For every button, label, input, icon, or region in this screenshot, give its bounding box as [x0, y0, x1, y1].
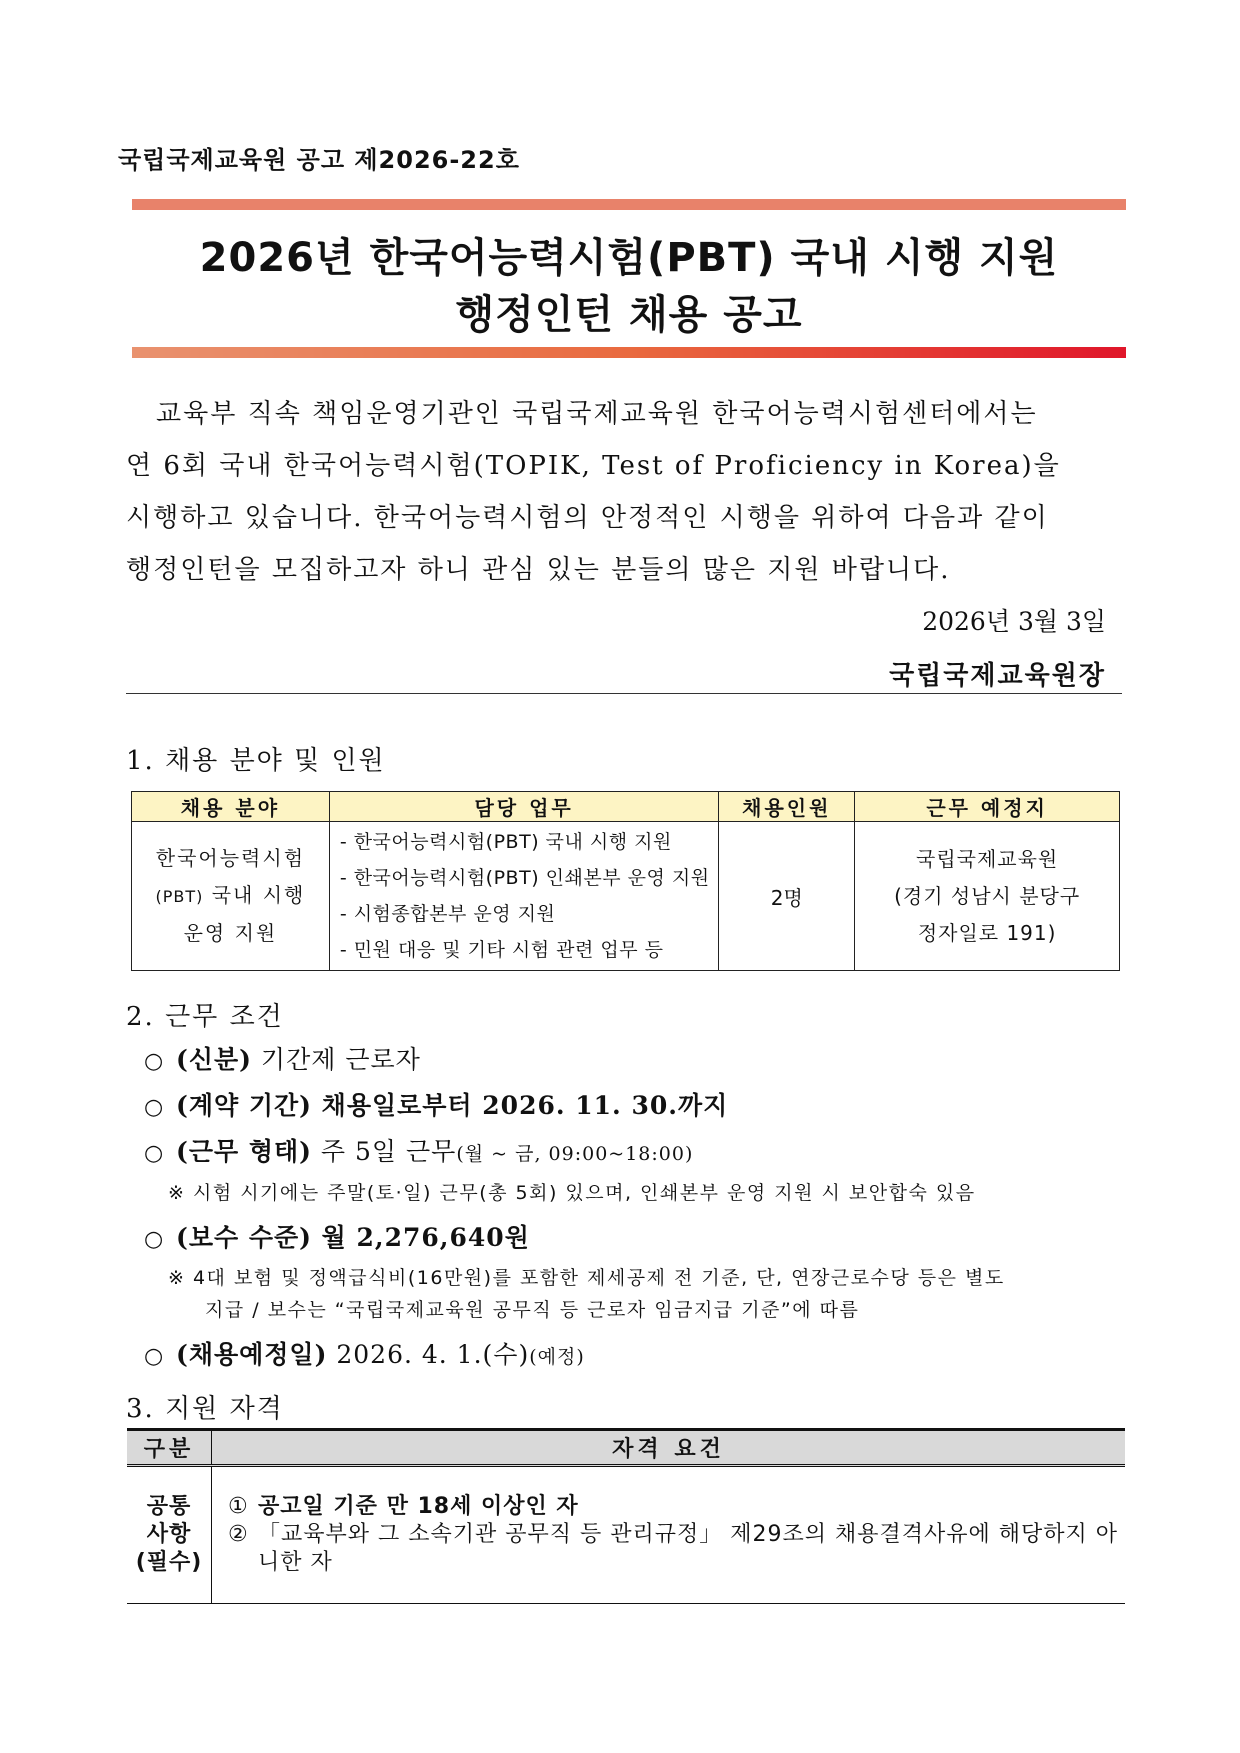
- col-header-location: 근무 예정지: [855, 792, 1120, 822]
- field-cell: [132, 822, 330, 971]
- category-line2: 사항: [146, 1522, 192, 1547]
- list-item: ① 공고일 기준 만 18세 이상인 자: [228, 1494, 579, 1519]
- location-cell: [855, 822, 1120, 971]
- col-header-requirements: 자격 요건: [212, 1430, 1126, 1466]
- condition-work-type: ○ (근무 형태) 주 5일 근무(월 ~ 금, 09:00~18:00): [144, 1137, 694, 1166]
- bullet-icon: ○: [144, 1049, 165, 1074]
- section-heading-conditions: 2. 근무 조건: [126, 1002, 284, 1032]
- col-header-count: 채용인원: [719, 792, 855, 822]
- bullet-icon: ○: [144, 1095, 165, 1120]
- notice-number: 국립국제교육원 공고 제2026-22호: [118, 146, 520, 174]
- section-heading-qualifications: 3. 지원 자격: [126, 1394, 284, 1424]
- title-bottom-bar: [132, 347, 1126, 358]
- pay-note-line2: 지급 / 보수는 “국립국제교육원 공무직 등 근로자 임금지급 기준”에 따름: [205, 1299, 860, 1321]
- condition-pay: ○ (보수 수준) 월 2,276,640원: [144, 1223, 530, 1252]
- category-line1: 공통: [146, 1494, 192, 1519]
- field-line3: 운영 지원: [183, 921, 278, 945]
- pay-note-line1: ※ 4대 보험 및 정액급식비(16만원)를 포함한 제세공제 전 기준, 단, 연장근로수당 등은 별도: [168, 1267, 1005, 1289]
- bullet-icon: ○: [144, 1141, 165, 1166]
- category-line3: (필수): [135, 1550, 203, 1575]
- table-row: [132, 822, 1120, 971]
- col-header-category: 구분: [127, 1430, 212, 1466]
- location-line3: 정자일로 191): [917, 920, 1057, 945]
- intro-line3: 시행하고 있습니다. 한국어능력시험의 안정적인 시행을 위하여 다음과 같이: [126, 503, 1049, 533]
- document-title-line1: 2026년 한국어능력시험(PBT) 국내 시행 지원: [199, 235, 1059, 281]
- list-item: - 한국어능력시험(PBT) 인쇄본부 운영 지원: [339, 867, 710, 889]
- condition-status: ○ (신분) 기간제 근로자: [144, 1045, 421, 1074]
- work-type-note: ※ 시험 시기에는 주말(토·일) 근무(총 5회) 있으며, 인쇄본부 운영 지원 시 보안합숙 있음: [168, 1182, 976, 1204]
- list-item: - 시험종합본부 운영 지원: [339, 903, 556, 925]
- document-title-line2: 행정인턴 채용 공고: [455, 292, 803, 338]
- location-line2: (경기 성남시 분당구: [894, 883, 1081, 908]
- condition-period: ○ (계약 기간) 채용일로부터 2026. 11. 30.까지: [144, 1091, 729, 1120]
- section-heading-recruitment: 1. 채용 분야 및 인원: [126, 746, 386, 776]
- intro-line2: 연 6회 국내 한국어능력시험(TOPIK, Test of Proficiency in Korea)을: [126, 451, 1061, 481]
- location-line1: 국립국제교육원: [916, 846, 1059, 871]
- list-item: ② 「교육부와 그 소속기관 공무직 등 관리규정」 제29조의 채용결격사유에 해당하지 아 니한 자: [228, 1522, 1118, 1575]
- bullet-icon: ○: [144, 1344, 165, 1369]
- condition-start-date: ○ (채용예정일) 2026. 4. 1.(수)(예정): [144, 1340, 585, 1369]
- notice-date: 2026년 3월 3일: [922, 607, 1106, 636]
- intro-line1: 교육부 직속 책임운영기관인 국립국제교육원 한국어능력시험센터에서는: [156, 399, 1038, 429]
- signer: 국립국제교육원장: [889, 661, 1106, 691]
- col-header-field: 채용 분야: [132, 792, 330, 822]
- qualification-table: [127, 1428, 1125, 1604]
- recruitment-table: [131, 791, 1120, 971]
- col-header-duties: 담당 업무: [329, 792, 719, 822]
- table-header-row: [127, 1430, 1125, 1466]
- bullet-icon: ○: [144, 1227, 165, 1252]
- requirements-cell: [212, 1466, 1126, 1604]
- title-top-bar: [132, 199, 1126, 210]
- divider: [126, 693, 1122, 694]
- list-item: - 민원 대응 및 기타 시험 관련 업무 등: [339, 939, 664, 961]
- list-item: - 한국어능력시험(PBT) 국내 시행 지원: [339, 831, 672, 853]
- count-cell: 2명: [719, 822, 855, 971]
- field-line2: (PBT) 국내 시행: [155, 883, 306, 907]
- category-cell: [127, 1466, 212, 1604]
- table-header-row: [132, 792, 1120, 822]
- intro-line4: 행정인턴을 모집하고자 하니 관심 있는 분들의 많은 지원 바랍니다.: [126, 555, 951, 585]
- duties-cell: [329, 822, 719, 971]
- table-row: [127, 1466, 1125, 1604]
- field-line1: 한국어능력시험: [155, 846, 306, 870]
